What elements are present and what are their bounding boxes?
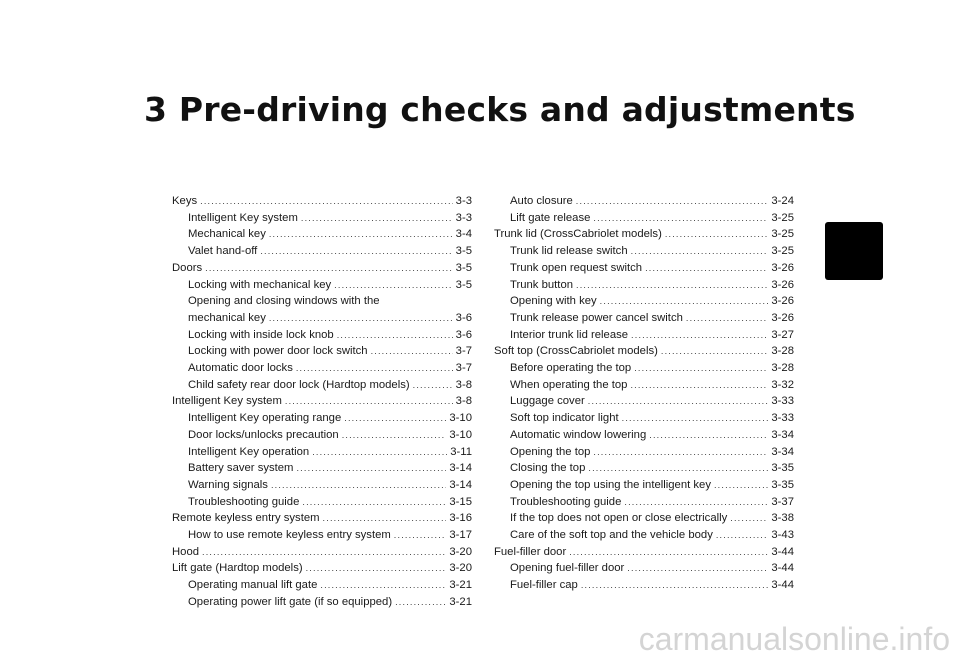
toc-entry-page: 3-35 <box>771 462 794 475</box>
toc-entry-page: 3-14 <box>449 478 472 491</box>
toc-entry-page: 3-15 <box>449 495 472 508</box>
toc-entry-title: Trunk lid (CrossCabriolet models) <box>494 228 662 241</box>
toc-entry[interactable] <box>172 560 472 577</box>
leader-dots <box>600 293 769 310</box>
toc-entry-title: Lift gate release <box>510 211 591 224</box>
toc-left-column <box>172 193 472 611</box>
toc-entry[interactable] <box>172 410 472 427</box>
leader-dots <box>306 560 447 577</box>
toc-entry[interactable] <box>172 193 472 210</box>
toc-entry-title: Locking with power door lock switch <box>188 345 368 358</box>
toc-entry-page: 3-38 <box>771 512 794 525</box>
toc-right-column <box>494 193 794 594</box>
toc-entry[interactable] <box>172 260 472 277</box>
toc-entry-page: 3-21 <box>449 595 472 608</box>
toc-entry-page: 3-32 <box>771 378 794 391</box>
toc-entry[interactable] <box>172 427 472 444</box>
leader-dots <box>296 460 446 477</box>
toc-entry-title: Warning signals <box>188 478 268 491</box>
toc-entry[interactable] <box>494 293 794 310</box>
toc-entry[interactable] <box>172 243 472 260</box>
toc-entry[interactable] <box>494 210 794 227</box>
toc-entry-page: 3-6 <box>455 328 472 341</box>
toc-entry-page: 3-44 <box>771 562 794 575</box>
toc-entry-title: Luggage cover <box>510 395 585 408</box>
toc-entry[interactable] <box>494 544 794 561</box>
toc-entry-page: 3-26 <box>771 278 794 291</box>
toc-entry[interactable] <box>494 527 794 544</box>
toc-entry-page: 3-4 <box>455 228 472 241</box>
toc-entry-title: Care of the soft top and the vehicle body <box>510 529 713 542</box>
leader-dots <box>334 277 453 294</box>
toc-entry-page: 3-8 <box>455 378 472 391</box>
toc-entry-page: 3-37 <box>771 495 794 508</box>
leader-dots <box>296 360 453 377</box>
leader-dots <box>342 427 447 444</box>
toc-entry-title: Intelligent Key system <box>172 395 282 408</box>
leader-dots <box>624 494 768 511</box>
toc-entry-title: Intelligent Key system <box>188 211 298 224</box>
toc-entry[interactable] <box>172 310 472 327</box>
toc-entry[interactable] <box>172 393 472 410</box>
toc-entry-page: 3-26 <box>771 311 794 324</box>
toc-entry-page: 3-43 <box>771 529 794 542</box>
toc-entry[interactable] <box>172 510 472 527</box>
toc-entry-page: 3-6 <box>455 311 472 324</box>
toc-entry-title: Trunk button <box>510 278 574 291</box>
toc-entry-page: 3-10 <box>449 428 472 441</box>
leader-dots <box>371 343 453 360</box>
leader-dots <box>323 510 447 527</box>
toc-entry[interactable] <box>172 577 472 594</box>
toc-entry-page: 3-17 <box>449 529 472 542</box>
leader-dots <box>576 277 768 294</box>
toc-entry-title: Door locks/unlocks precaution <box>188 428 339 441</box>
leader-dots <box>634 360 768 377</box>
toc-entry-title: Hood <box>172 545 200 558</box>
toc-entry[interactable] <box>172 477 472 494</box>
leader-dots <box>645 260 768 277</box>
toc-entry-title: Intelligent Key operating range <box>188 412 342 425</box>
toc-entry[interactable] <box>172 360 472 377</box>
toc-entry-title: Trunk release power cancel switch <box>510 311 683 324</box>
toc-entry-page: 3-5 <box>455 278 472 291</box>
toc-entry-page: 3-28 <box>771 362 794 375</box>
toc-entry[interactable] <box>172 277 472 294</box>
toc-entry-title: Trunk open request switch <box>510 261 643 274</box>
toc-entry-page: 3-11 <box>450 445 472 458</box>
toc-entry-page: 3-44 <box>771 545 794 558</box>
toc-entry[interactable] <box>494 277 794 294</box>
toc-entry-page: 3-21 <box>449 579 472 592</box>
toc-entry[interactable] <box>494 393 794 410</box>
leader-dots <box>730 510 768 527</box>
leader-dots <box>576 193 769 210</box>
toc-entry-page: 3-24 <box>771 195 794 207</box>
toc-entry-title: Operating power lift gate (if so equipped) <box>188 595 393 608</box>
toc-entry-title: Opening the top using the intelligent key <box>510 478 711 491</box>
toc-entry[interactable] <box>172 527 472 544</box>
toc-entry-title: Trunk lid release switch <box>510 245 628 258</box>
toc-entry-page: 3-26 <box>771 261 794 274</box>
toc-entry-title: Interior trunk lid release <box>510 328 629 341</box>
toc-entry-page: 3-14 <box>449 462 472 475</box>
toc-entry-title: Opening fuel-filler door <box>510 562 625 575</box>
leader-dots <box>593 210 768 227</box>
leader-dots <box>200 193 453 210</box>
leader-dots <box>260 243 452 260</box>
toc-entry[interactable] <box>494 560 794 577</box>
leader-dots <box>686 310 769 327</box>
leader-dots <box>665 226 769 243</box>
toc-entry-title: Mechanical key <box>188 228 266 241</box>
toc-entry[interactable] <box>172 293 472 310</box>
toc-entry[interactable] <box>494 460 794 477</box>
toc-entry[interactable] <box>172 327 472 344</box>
toc-entry-title: Locking with inside lock knob <box>188 328 334 341</box>
toc-entry[interactable] <box>494 444 794 461</box>
toc-entry[interactable] <box>494 510 794 527</box>
toc-entry[interactable] <box>494 226 794 243</box>
toc-entry[interactable] <box>172 544 472 561</box>
toc-entry-page: 3-27 <box>771 328 794 341</box>
toc-entry-title: Automatic door locks <box>188 362 293 375</box>
toc-entry-title: Soft top indicator light <box>510 412 619 425</box>
toc-entry-title: Remote keyless entry system <box>172 512 320 525</box>
toc-entry-title: Auto closure <box>510 195 573 207</box>
toc-entry[interactable] <box>172 444 472 461</box>
toc-entry-page: 3-25 <box>771 245 794 258</box>
toc-entry-page: 3-7 <box>455 345 472 358</box>
toc-entry[interactable] <box>172 210 472 227</box>
toc-entry[interactable] <box>172 343 472 360</box>
page-title: 3 Pre-driving checks and adjustments <box>144 90 856 129</box>
leader-dots <box>569 544 768 561</box>
toc-entry-page: 3-5 <box>455 245 472 258</box>
toc-entry-page: 3-16 <box>449 512 472 525</box>
toc-entry[interactable] <box>494 577 794 594</box>
leader-dots <box>285 393 453 410</box>
leader-dots <box>630 377 768 394</box>
leader-dots <box>269 310 453 327</box>
toc-entry[interactable] <box>494 477 794 494</box>
toc-entry-page: 3-34 <box>771 445 794 458</box>
toc-entry-title: Doors <box>172 261 203 274</box>
toc-entry-page: 3-33 <box>771 395 794 408</box>
toc-entry-title: Closing the top <box>510 462 586 475</box>
toc-entry-title: mechanical key <box>188 311 266 324</box>
chapter-tab-marker <box>825 222 883 280</box>
toc-entry-title: Opening the top <box>510 445 591 458</box>
toc-entry-page: 3-33 <box>771 412 794 425</box>
toc-entry-page: 3-7 <box>455 362 472 375</box>
leader-dots <box>205 260 453 277</box>
toc-entry-title: Lift gate (Hardtop models) <box>172 562 303 575</box>
leader-dots <box>344 410 446 427</box>
toc-entry-title: Troubleshooting guide <box>188 495 300 508</box>
toc-entry[interactable] <box>172 377 472 394</box>
toc-entry[interactable] <box>494 260 794 277</box>
toc-entry-page: 3-8 <box>455 395 472 408</box>
leader-dots <box>581 577 769 594</box>
toc-entry-title: Locking with mechanical key <box>188 278 332 291</box>
toc-entry[interactable] <box>494 427 794 444</box>
toc-entry-page: 3-5 <box>455 261 472 274</box>
toc-entry-title: How to use remote keyless entry system <box>188 529 391 542</box>
toc-entry-title: Opening and closing windows with the <box>188 295 380 308</box>
leader-dots <box>649 427 768 444</box>
toc-entry-title: Keys <box>172 195 198 207</box>
leader-dots <box>395 594 446 611</box>
toc-entry[interactable] <box>494 343 794 360</box>
toc-entry-page: 3-34 <box>771 428 794 441</box>
toc-entry[interactable] <box>494 310 794 327</box>
leader-dots <box>271 477 446 494</box>
leader-dots <box>394 527 447 544</box>
watermark: carmanualsonline.info <box>638 621 950 657</box>
leader-dots <box>631 327 768 344</box>
toc-entry[interactable] <box>494 327 794 344</box>
leader-dots <box>337 327 453 344</box>
toc-entry[interactable] <box>494 193 794 210</box>
leader-dots <box>320 577 446 594</box>
toc-entry-title: Soft top (CrossCabriolet models) <box>494 345 658 358</box>
leader-dots <box>269 226 453 243</box>
toc-entry[interactable] <box>494 360 794 377</box>
toc-entry-title: Opening with key <box>510 295 597 308</box>
toc-entry-title: Fuel-filler cap <box>510 579 578 592</box>
leader-dots <box>716 527 769 544</box>
toc-entry-title: Valet hand-off <box>188 245 258 258</box>
toc-entry[interactable] <box>494 494 794 511</box>
toc-entry-page: 3-44 <box>771 579 794 592</box>
toc-entry-page: 3-26 <box>771 295 794 308</box>
toc-entry[interactable] <box>494 243 794 260</box>
toc-entry-title: Before operating the top <box>510 362 632 375</box>
toc-entry-title: Battery saver system <box>188 462 294 475</box>
toc-entry-title: Automatic window lowering <box>510 428 647 441</box>
toc-entry-title: Fuel-filler door <box>494 545 567 558</box>
leader-dots <box>202 544 446 561</box>
leader-dots <box>593 444 768 461</box>
leader-dots <box>588 393 769 410</box>
leader-dots <box>661 343 769 360</box>
toc-entry-title: If the top does not open or close electrically <box>510 512 728 525</box>
leader-dots <box>714 477 768 494</box>
leader-dots <box>301 210 453 227</box>
toc-entry[interactable] <box>494 410 794 427</box>
toc-entry-page: 3-25 <box>771 228 794 241</box>
toc-entry-page: 3-10 <box>449 412 472 425</box>
leader-dots <box>588 460 768 477</box>
toc-entry[interactable] <box>172 494 472 511</box>
leader-dots <box>302 494 446 511</box>
toc-entry[interactable] <box>172 226 472 243</box>
leader-dots <box>631 243 769 260</box>
leader-dots <box>312 444 447 461</box>
toc-entry-title: Intelligent Key operation <box>188 445 310 458</box>
leader-dots <box>413 377 453 394</box>
toc-entry-title: Troubleshooting guide <box>510 495 622 508</box>
toc-entry-page: 3-3 <box>455 195 472 207</box>
toc-entry[interactable] <box>172 460 472 477</box>
toc-entry-page: 3-25 <box>771 211 794 224</box>
toc-entry-title: Operating manual lift gate <box>188 579 318 592</box>
toc-entry-page: 3-35 <box>771 478 794 491</box>
toc-entry-page: 3-3 <box>455 211 472 224</box>
leader-dots <box>622 410 769 427</box>
toc-entry-page: 3-20 <box>449 562 472 575</box>
toc-entry[interactable] <box>494 377 794 394</box>
toc-entry-title: Child safety rear door lock (Hardtop models) <box>188 378 410 391</box>
toc-entry-page: 3-20 <box>449 545 472 558</box>
toc-entry[interactable] <box>172 594 472 611</box>
toc-entry-page: 3-28 <box>771 345 794 358</box>
toc-entry-title: When operating the top <box>510 378 628 391</box>
leader-dots <box>627 560 768 577</box>
